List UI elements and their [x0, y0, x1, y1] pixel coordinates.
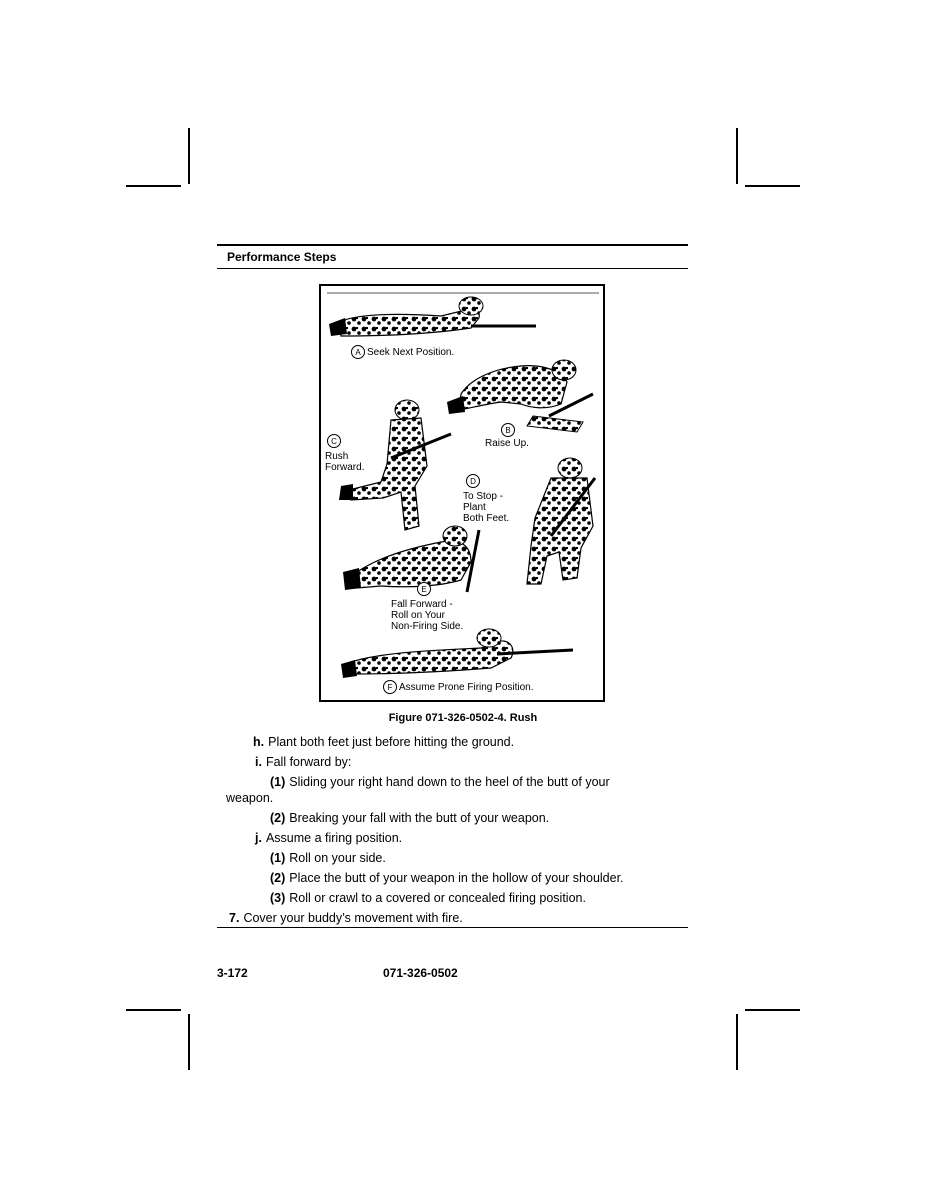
- step-7: [229, 911, 463, 926]
- soldier-f-prone-firing: [341, 629, 573, 678]
- crop-mark-top-left-horizontal: [126, 185, 181, 187]
- crop-mark-bottom-left-vertical: [188, 1014, 190, 1070]
- crop-mark-top-right-horizontal: [745, 185, 800, 187]
- panel-d-letter: D: [466, 474, 480, 488]
- soldier-d-plant-feet: [527, 458, 595, 584]
- panel-f-letter: F: [383, 680, 397, 694]
- step-marker: (2): [270, 871, 286, 885]
- step-marker: i.: [255, 755, 262, 769]
- steps-end-rule: [217, 927, 688, 928]
- crop-mark-bottom-right-horizontal: [745, 1009, 800, 1011]
- soldier-a-prone: [329, 297, 536, 336]
- step-marker: j.: [255, 831, 262, 845]
- rush-figure: [319, 284, 605, 702]
- step-i-2: [270, 811, 549, 826]
- step-marker: (3): [270, 891, 286, 905]
- step-text: Place the butt of your weapon in the hollow of your shoulder.: [289, 871, 624, 885]
- step-j: [255, 831, 402, 846]
- step-text: Breaking your fall with the butt of your weapon.: [289, 811, 550, 825]
- step-text: Plant both feet just before hitting the ground.: [268, 735, 515, 749]
- footer-task-number: 071-326-0502: [383, 966, 458, 980]
- footer-page-number: 3-172: [217, 966, 248, 980]
- header-rule-top: [217, 244, 688, 246]
- panel-b-label: Raise Up.: [485, 438, 529, 449]
- crop-mark-bottom-right-vertical: [736, 1014, 738, 1070]
- step-marker: 7.: [229, 911, 240, 925]
- figure-caption: Figure 071-326-0502-4. Rush: [388, 712, 538, 724]
- soldier-b-raise-up: [447, 360, 593, 432]
- panel-c-letter: C: [327, 434, 341, 448]
- step-text: Roll on your side.: [289, 851, 386, 865]
- panel-c-label: Rush Forward.: [325, 451, 365, 473]
- step-i-1-continuation: weapon.: [226, 791, 274, 805]
- crop-mark-top-right-vertical: [736, 128, 738, 184]
- panel-d-label: To Stop - Plant Both Feet.: [463, 491, 510, 524]
- panel-f-label: Assume Prone Firing Position.: [399, 682, 534, 693]
- step-j-1: [270, 851, 386, 866]
- header-rule-bottom: [217, 268, 688, 269]
- soldier-e-fall-forward: [343, 526, 479, 592]
- step-j-2: [270, 871, 624, 886]
- step-text: Sliding your right hand down to the heel of the butt of your: [289, 775, 610, 789]
- section-header-title: Performance Steps: [227, 250, 337, 264]
- panel-e-letter: E: [417, 582, 431, 596]
- panel-a-letter: A: [351, 345, 365, 359]
- step-marker: (1): [270, 851, 286, 865]
- panel-a-label: Seek Next Position.: [367, 347, 455, 358]
- crop-mark-bottom-left-horizontal: [126, 1009, 181, 1011]
- step-text: Assume a firing position.: [265, 831, 403, 845]
- step-i: [255, 755, 351, 770]
- step-marker: (1): [270, 775, 286, 789]
- step-marker: h.: [253, 735, 265, 749]
- step-text: Fall forward by:: [265, 755, 352, 769]
- crop-mark-top-left-vertical: [188, 128, 190, 184]
- step-text: Roll or crawl to a covered or concealed firing position.: [289, 891, 586, 905]
- panel-b-letter: B: [501, 423, 515, 437]
- step-i-1: [270, 775, 610, 790]
- step-h: [253, 735, 514, 750]
- panel-e-label: Fall Forward - Roll on Your Non-Firing Side.: [391, 599, 464, 632]
- step-j-3: [270, 891, 586, 906]
- step-marker: (2): [270, 811, 286, 825]
- step-text: Cover your buddy’s movement with fire.: [243, 911, 463, 925]
